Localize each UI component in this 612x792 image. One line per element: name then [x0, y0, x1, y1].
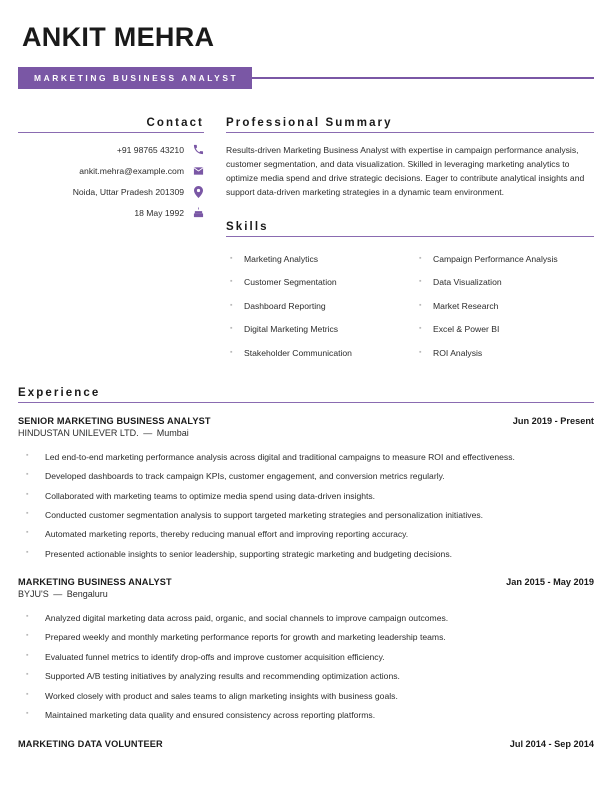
skill-label: Stakeholder Communication: [244, 347, 352, 358]
skill-label: Customer Segmentation: [244, 277, 337, 288]
experience-entry: [18, 416, 594, 563]
skills-section: [226, 221, 594, 365]
job-dates: Jun 2019 - Present: [512, 416, 594, 427]
bullet-icon: ▪: [26, 651, 29, 659]
bullet-icon: ▪: [419, 348, 422, 356]
job-company-line: [18, 589, 594, 599]
job-bullet: [18, 505, 594, 524]
location-pin-icon: [193, 186, 204, 197]
job-company-name: HINDUSTAN UNILEVER LTD.: [18, 428, 139, 439]
job-title-banner: [18, 67, 594, 89]
skill-label: Excel & Power BI: [433, 324, 500, 335]
bullet-icon: ▪: [26, 632, 29, 640]
bullet-icon: ▪: [26, 471, 29, 479]
skill-label: Campaign Performance Analysis: [433, 253, 558, 264]
job-bullet-text: Maintained marketing data quality and ensured consistency across reporting platforms.: [45, 710, 376, 721]
contact-location-value: Noida, Uttar Pradesh 201309: [72, 186, 184, 197]
job-title: MARKETING DATA VOLUNTEER: [18, 738, 163, 749]
contact-item-birthdate[interactable]: [18, 207, 204, 218]
job-bullet-text: Presented actionable insights to senior leadership, supporting strategic marketing and budgeting decisions.: [45, 548, 453, 559]
contact-item-location[interactable]: [18, 186, 204, 197]
bullet-icon: ▪: [419, 301, 422, 309]
job-bullet: [18, 686, 594, 705]
job-company-line: [18, 428, 594, 438]
job-bullet: [18, 525, 594, 544]
bullet-icon: ▪: [419, 278, 422, 286]
bullet-icon: ▪: [26, 529, 29, 537]
candidate-name: ANKIT MEHRA: [22, 22, 215, 52]
job-bullet-text: Analyzed digital marketing data across paid, organic, and social channels to improve campaign outcomes.: [45, 613, 449, 624]
job-dates: Jan 2015 - May 2019: [506, 577, 594, 588]
job-bullet-text: Evaluated funnel metrics to identify drop-offs and improve customer acquisition efficiency.: [45, 651, 385, 662]
skill-label: Dashboard Reporting: [244, 300, 326, 311]
bullet-icon: ▪: [230, 254, 233, 262]
job-bullet-list: [18, 608, 594, 724]
experience-entry: [18, 577, 594, 724]
job-bullet: [18, 667, 594, 686]
job-bullet: [18, 608, 594, 627]
bullet-icon: ▪: [26, 490, 29, 498]
skill-item: [415, 247, 594, 271]
bullet-icon: ▪: [26, 671, 29, 679]
job-bullet-text: Collaborated with marketing teams to optimize media spend using data-driven insights.: [45, 490, 376, 501]
bullet-icon: ▪: [26, 690, 29, 698]
contact-item-email[interactable]: [18, 165, 204, 176]
skills-heading-rule: [226, 236, 594, 237]
skill-item: [415, 294, 594, 318]
contact-list: [18, 144, 204, 218]
skill-item: [415, 341, 594, 365]
experience-heading-rule: [18, 402, 594, 403]
contact-email-value: ankit.mehra@example.com: [79, 165, 184, 176]
skills-heading: Skills: [226, 221, 269, 234]
contact-item-phone[interactable]: [18, 144, 204, 155]
job-title: SENIOR MARKETING BUSINESS ANALYST: [18, 416, 211, 427]
job-bullet: [18, 486, 594, 505]
bullet-icon: ▪: [26, 451, 29, 459]
job-bullet: [18, 705, 594, 724]
bullet-icon: ▪: [419, 325, 422, 333]
job-company-separator: —: [53, 589, 63, 600]
envelope-icon: [193, 165, 204, 176]
skill-item: [226, 318, 405, 342]
bullet-icon: ▪: [230, 325, 233, 333]
job-bullet-text: Conducted customer segmentation analysis to support targeted marketing strategies and personalization initiatives.: [45, 509, 484, 520]
header-divider-rule: [252, 77, 594, 79]
job-bullet-text: Automated marketing reports, thereby reducing manual effort and improving reporting accuracy.: [45, 529, 409, 540]
contact-phone-value: +91 98765 43210: [116, 144, 184, 155]
job-bullet-text: Worked closely with product and sales teams to align marketing insights with business goals.: [45, 690, 398, 701]
skill-label: Data Visualization: [433, 277, 502, 288]
bullet-icon: ▪: [26, 548, 29, 556]
job-bullet: [18, 544, 594, 563]
contact-heading-rule: [18, 132, 204, 133]
bullet-icon: ▪: [230, 348, 233, 356]
resume-header: [18, 0, 594, 89]
skill-item: [226, 341, 405, 365]
bullet-icon: ▪: [26, 613, 29, 621]
job-bullet: [18, 467, 594, 486]
skill-item: [415, 271, 594, 295]
birthday-cake-icon: [193, 207, 204, 218]
experience-entry-header: [18, 739, 594, 749]
experience-entry-header: [18, 577, 594, 587]
skill-item: [226, 271, 405, 295]
skill-item: [415, 318, 594, 342]
skill-label: ROI Analysis: [433, 347, 483, 358]
summary-skills-column: [226, 117, 594, 365]
job-bullet: [18, 447, 594, 466]
contact-heading: Contact: [146, 117, 204, 130]
bullet-icon: ▪: [230, 278, 233, 286]
job-bullet-text: Led end-to-end marketing performance analysis across digital and traditional campaigns to measure ROI and effectiveness.: [45, 451, 515, 462]
job-bullet-list: [18, 447, 594, 563]
experience-entry-header: [18, 416, 594, 426]
bullet-icon: ▪: [26, 509, 29, 517]
experience-section: [18, 387, 594, 749]
contact-birthdate-value: 18 May 1992: [134, 207, 184, 218]
bullet-icon: ▪: [419, 254, 422, 262]
skills-grid: [226, 247, 594, 365]
skill-item: [226, 294, 405, 318]
experience-entry: [18, 739, 594, 749]
job-bullet: [18, 647, 594, 666]
job-company-name: BYJU'S: [18, 589, 49, 600]
bullet-icon: ▪: [230, 301, 233, 309]
skill-label: Market Research: [433, 300, 499, 311]
professional-summary-section: [226, 117, 594, 200]
summary-text: Results-driven Marketing Business Analyst with expertise in campaign performance analysis, customer segmentation, and data visualization. Skilled in leveraging marketing analytics to optimize media spend and drive strategic decisions. Eager to contribute analytical insights and support data-driven marketing strategies in a dynamic team environment.: [226, 145, 585, 198]
job-title-tag: MARKETING BUSINESS ANALYST: [18, 67, 252, 89]
phone-icon: [193, 144, 204, 155]
job-company-separator: —: [143, 428, 153, 439]
job-title: MARKETING BUSINESS ANALYST: [18, 577, 172, 588]
job-bullet-text: Prepared weekly and monthly marketing performance reports for growth and marketing leadership teams.: [45, 632, 446, 643]
skill-item: [226, 247, 405, 271]
contact-column: [18, 117, 204, 365]
summary-heading: Professional Summary: [226, 117, 393, 130]
skill-label: Marketing Analytics: [244, 253, 319, 264]
job-bullet-text: Developed dashboards to track campaign KPIs, customer engagement, and conversion metrics regularly.: [45, 471, 445, 482]
job-location: Bengaluru: [66, 589, 108, 600]
skill-label: Digital Marketing Metrics: [244, 324, 339, 335]
summary-heading-rule: [226, 132, 594, 133]
job-location: Mumbai: [156, 428, 189, 439]
upper-columns: [18, 117, 594, 365]
job-bullet: [18, 628, 594, 647]
job-dates: Jul 2014 - Sep 2014: [509, 738, 594, 749]
job-bullet-text: Supported A/B testing initiatives by analyzing results and recommending optimization actions.: [45, 671, 400, 682]
bullet-icon: ▪: [26, 710, 29, 718]
experience-heading: Experience: [18, 386, 101, 399]
